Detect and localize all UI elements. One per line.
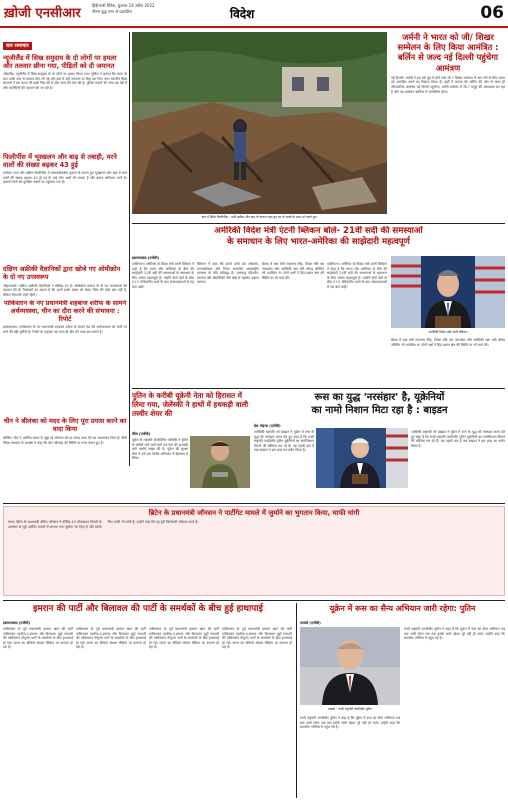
imran-headline: इमरान की पार्टी और बिलावल की पार्टी के समर्थकों के बीच हुई हाथापाई bbox=[33, 604, 263, 614]
article-body: अमेरिकी राष्ट्रपति जो बाइडन ने यूक्रेन में रूस के युद्ध को नरसंहार करार देते हुए कहा है कि रूसी राष्ट्रपति व्लादिमीर पुतिन यूक्रेनियों का नामोनिशान मिटाने की कोशिश कर रहे हैं। यह पहली बार है जब बाइडन ने इस शब्द का प्रयोग किया है। bbox=[254, 430, 314, 453]
article-body: जोहान्सबर्ग। दक्षिण अफ्रीकी वैज्ञानिकों ने कोविड-19 के ओमीक्रोन स्वरूप के दो नए उपस्वरूपों की पहचान की है। विशेषज्ञों का कहना है कि अभी इनके प्रसार को लेकर चिंता की कोई बात नहीं है, लेकिन निगरानी जारी रहेगी। bbox=[3, 283, 127, 297]
article-body: पाकिस्तान के पूर्व प्रधानमंत्री इमरान खान की पार्टी पाकिस्तान तहरीक-ए-इंसाफ और बिलावल भुट्टो जरदारी की पाकिस्तान पीपुल्स पार्टी के समर्थकों के बीच हाथापाई हो गई। घटना का वीडियो सोशल मीडिया पर वायरल हो रहा है। bbox=[149, 627, 219, 650]
headline: फिलीपींस में भूस्खलन और बाढ़ से तबाही, मरने वालों की संख्या बढ़कर 43 हुई bbox=[3, 153, 117, 169]
article-body: पाकिस्तान के पूर्व प्रधानमंत्री इमरान खान की पार्टी पाकिस्तान तहरीक-ए-इंसाफ और बिलावल भुट्टो जरदारी की पाकिस्तान पीपुल्स पार्टी के समर्थकों के बीच हाथापाई हो गई। घटना का वीडियो सोशल मीडिया पर वायरल हो रहा है। bbox=[76, 627, 146, 650]
page-number: 06 bbox=[480, 3, 504, 23]
article-body: वाशिंगटन। अमेरिका के विदेश मंत्री एंटनी ब्लिंकन ने कहा है कि भारत और अमेरिका के बीच की साझेदारी 21वीं सदी की समस्याओं के समाधान के लिए अत्यंत महत्वपूर्ण है। उन्होंने दोनों देशों के बीच 2+2 मंत्रिस्तरीय वार्ता के बाद संवाददाताओं से यह बात कही। bbox=[132, 262, 194, 289]
headline: जर्मनी ने भारत को जी/ शिखर सम्मेलन के लिए किया आमंत्रित : बर्लिन से जल्द नई दिल्ली पहुंचेगा आमंत्रण bbox=[397, 32, 499, 73]
byline: डेस मोइन्स (एजेंसी) bbox=[254, 424, 281, 428]
putin-image bbox=[300, 627, 400, 705]
headline: ब्रिटेन के प्रधानमंत्री जॉनसन ने पार्टीगेट मामले में जुर्माने का भुगतान किया, माफी मांगी bbox=[148, 509, 360, 517]
headline: दक्षिण अफ्रीकी वैज्ञानिकों द्वारा खोजे गए ओमीक्रोन के दो नए उपस्वरूप bbox=[3, 265, 121, 281]
article-body: नई दिल्ली। जर्मनी ने इस वर्ष जून में होने वाले जी-7 शिखर सम्मेलन में भाग लेने के लिए भारत को आमंत्रित करने का फैसला किया है। सूत्रों ने बताया कि बर्लिन की ओर से जल्द ही औपचारिक आमंत्रण नई दिल्ली पहुंचेगा। जर्मनी वर्तमान में जी-7 समूह की अध्यक्षता कर रहा है और यह सम्मेलन बवेरिया में आयोजित होगा। bbox=[391, 75, 505, 94]
section-title: विदेश bbox=[230, 7, 255, 21]
article-body: ब्लिंकन ने कहा कि हमारे दोनों देश लोकतंत्र, मानवाधिकार और नियम आधारित अंतरराष्ट्रीय व्यवस्था के प्रति प्रतिबद्ध हैं। जलवायु परिवर्तन, स्वास्थ्य और प्रौद्योगिकी जैसे क्षेत्रों में सहयोग बढ़ाया जाएगा। bbox=[197, 262, 259, 285]
headline: पाकिस्तान के नए प्रधानमंत्री शहबाज शरीफ के सामने अर्थव्यवस्था, चीन का दौरा करने की संभावना : रिपोर्ट bbox=[3, 300, 127, 323]
article-body: यूक्रेन के राष्ट्रपति वोलोदिमिर जेलेंस्की ने पुतिन के करीबी माने जाने वाले एक नेता की हथकड़ी लगी तस्वीर साझा की है। यूक्रेन की सुरक्षा सेवा ने उसे एक विशेष अभियान में हिरासत में लिया। bbox=[132, 438, 188, 461]
biden-headline: रूस का युद्ध 'नरसंहार' है, यूक्रेनियों का नामो निशान मिटा रहा है : बाइडन bbox=[311, 392, 448, 416]
main-headline: अमेरिकी विदेश मंत्री एंटनी ब्लिंकन बोले- 21वीं सदी की समस्याओं के समाधान के लिए भारत-अमेरिका की साझेदारी महत्वपूर्ण bbox=[214, 226, 423, 247]
putin-war-headline: यूक्रेन में रूस का सैन्य अभियान जारी रहेगा: पुतिन bbox=[329, 604, 476, 613]
article-body: पाकिस्तान के पूर्व प्रधानमंत्री इमरान खान की पार्टी पाकिस्तान तहरीक-ए-इंसाफ और बिलावल भुट्टो जरदारी की पाकिस्तान पीपुल्स पार्टी के समर्थकों के बीच हाथापाई हो गई। घटना का वीडियो सोशल मीडिया पर वायरल हो रहा है। bbox=[3, 627, 73, 650]
article-body: इस्लामाबाद। पाकिस्तान के नए प्रधानमंत्री शहबाज शरीफ के सामने देश की अर्थव्यवस्था को पटरी पर लाने की बड़ी चुनौती है। रिपोर्ट के अनुसार वह जल्द ही चीन की यात्रा कर सकते हैं। bbox=[3, 325, 127, 334]
byline: मास्को (एजेंसी) bbox=[300, 621, 321, 625]
byline: इस्लामाबाद (एजेंसी) bbox=[3, 621, 31, 625]
detained-leader-image bbox=[190, 436, 250, 488]
byline: कीव (एजेंसी) bbox=[132, 432, 151, 436]
headline: न्यूजीलैंड में सिख समुदाय के दो लोगों पर हमला और तलवार छीना गया, पीड़ितों को दी जमानत bbox=[3, 54, 117, 70]
section-divider bbox=[3, 600, 505, 601]
article-body: बैठक में रक्षा मंत्री राजनाथ सिंह, विदेश मंत्री एस जयशंकर और अमेरिकी रक्षा मंत्री लॉयड ऑस्टिन भी उपस्थित थे। दोनों पक्षों ने हिंद-प्रशांत क्षेत्र की स्थिति पर भी चर्चा की। bbox=[262, 262, 324, 280]
article-body: पाकिस्तान के पूर्व प्रधानमंत्री इमरान खान की पार्टी पाकिस्तान तहरीक-ए-इंसाफ और बिलावल भुट्टो जरदारी की पाकिस्तान पीपुल्स पार्टी के समर्थकों के बीच हाथापाई हो गई। घटना का वीडियो सोशल मीडिया पर वायरल हो रहा है। bbox=[222, 627, 292, 650]
brief-news-column-lower bbox=[3, 300, 127, 468]
masthead bbox=[0, 0, 508, 28]
article-body: रूसी राष्ट्रपति व्लादिमीर पुतिन ने कहा है कि यूक्रेन में रूस का सैन्य अभियान तब तक जारी रहेगा जब तक इसके सभी उद्देश्य पूरे नहीं हो जाते। उन्होंने कहा कि बातचीत गतिरोध में पहुंच गई है। bbox=[300, 716, 400, 730]
johnson-story bbox=[3, 506, 505, 596]
landslide-image bbox=[132, 32, 387, 214]
column-divider bbox=[296, 603, 297, 798]
date-line: हिंदीभाषी दैनिक, बुधवार 14 अप्रैल 2022 गौतम बुद्ध नगर से प्रकाशित bbox=[92, 3, 155, 14]
biden-photo bbox=[316, 428, 408, 488]
biden-image bbox=[316, 428, 408, 488]
detained-leader-photo bbox=[190, 436, 250, 488]
article-body: वाशिंगटन। अमेरिका के विदेश मंत्री एंटनी ब्लिंकन ने कहा है कि भारत और अमेरिका के बीच की साझेदारी 21वीं सदी की समस्याओं के समाधान के लिए अत्यंत महत्वपूर्ण है। उन्होंने दोनों देशों के बीच 2+2 मंत्रिस्तरीय वार्ता के बाद संवाददाताओं से यह बात कही। bbox=[327, 262, 387, 289]
photo-caption: अमेरिकी विदेश मंत्री एंटनी ब्लिंकन bbox=[428, 330, 468, 334]
putin-photo bbox=[300, 627, 400, 705]
blinken-photo bbox=[391, 256, 505, 328]
article-body: लंदन। ब्रिटेन के प्रधानमंत्री बोरिस जॉनसन ने कोविड-19 लॉकडाउन नियमों के उल्लंघन से जुड़े पार्टीगेट मामले में लगाया गया जुर्माना भर दिया है और इसके लिए माफी भी मांगी है। उन्होंने कहा कि वह पूरी जिम्मेदारी स्वीकार करते हैं। bbox=[8, 520, 199, 529]
article-body: ऑकलैंड। न्यूजीलैंड में सिख समुदाय के दो लोगों पर हमला किया गया। पुलिस ने बताया कि घटना के बाद उनके पास से तलवार छीन ली गई और बाद में उन्हें जमानत पर रिहा कर दिया गया। स्थानीय सिख संगठनों ने इस घटना की कड़ी निंदा की है और न्याय की मांग की है। पुलिस मामले की जांच कर रही है और आरोपियों की पहचान की जा रही है। bbox=[3, 72, 127, 90]
article-body: अमेरिकी राष्ट्रपति जो बाइडन ने यूक्रेन में रूस के युद्ध को नरसंहार करार देते हुए कहा है कि रूसी राष्ट्रपति व्लादिमीर पुतिन यूक्रेनियों का नामोनिशान मिटाने की कोशिश कर रहे हैं। यह पहली बार है जब बाइडन ने इस शब्द का प्रयोग किया है। bbox=[411, 430, 505, 448]
flood-photo bbox=[132, 32, 387, 214]
brief-news-tag: सार समाचार bbox=[3, 42, 32, 50]
putin-headline: पुतिन के करीबी यूक्रेनी नेता को हिरासत में लिया गया, जेलेंस्की ने हाथों में हथकड़ी वाली तस्वीर शेयर की bbox=[132, 391, 249, 418]
blinken-image bbox=[391, 256, 505, 328]
photo-caption: मास्को : रूसी राष्ट्रपति व्लादिमीर पुतिन bbox=[327, 707, 373, 711]
section-divider bbox=[3, 503, 505, 504]
photo-caption: प्रांत में स्थित फिलीपींस : भारी बारिश और बाढ़ के कारण जहां हुए घर के मलबे के ऊपर से चलते हुए। bbox=[201, 215, 318, 219]
headline: चीन ने श्रीलंका को मदद के लिए पूरा प्रयास करने का वादा किया bbox=[3, 417, 127, 434]
article-body: बीजिंग। चीन ने आर्थिक संकट से जूझ रहे श्रीलंका को हर संभव मदद देने का आश्वासन दिया है। चीनी विदेश मंत्रालय के प्रवक्ता ने कहा कि चीन श्रीलंका की स्थिति पर नजर बनाए हुए है। bbox=[3, 435, 127, 445]
article-body: बैठक में रक्षा मंत्री राजनाथ सिंह, विदेश मंत्री एस जयशंकर और अमेरिकी रक्षा मंत्री लॉयड ऑस्टिन भी उपस्थित थे। दोनों पक्षों ने हिंद-प्रशांत क्षेत्र की स्थिति पर भी चर्चा की। bbox=[391, 338, 505, 347]
section-divider bbox=[132, 388, 505, 389]
byline: इस्लामाबाद (एजेंसी) bbox=[132, 256, 160, 260]
section-divider bbox=[132, 223, 505, 224]
article-body: मनीला। मध्य और दक्षिण फिलीपींस में उष्णकटिबंधीय तूफान के कारण हुए भूस्खलन और बाढ़ में मरने वालों की संख्या बढ़कर 43 हो गई है। कई लोग अभी भी लापता हैं और बचाव अभियान जारी है। हजारों लोगों को सुरक्षित स्थानों पर पहुंचाया गया है। bbox=[3, 171, 127, 185]
germany-story bbox=[391, 32, 505, 224]
newspaper-logo: ख़ोजी एनसीआर bbox=[4, 6, 81, 21]
article-body: रूसी राष्ट्रपति व्लादिमीर पुतिन ने कहा है कि यूक्रेन में रूस का सैन्य अभियान तब तक जारी रहेगा जब तक इसके सभी उद्देश्य पूरे नहीं हो जाते। उन्होंने कहा कि बातचीत गतिरोध में पहुंच गई है। bbox=[404, 627, 505, 641]
column-divider bbox=[129, 32, 130, 466]
